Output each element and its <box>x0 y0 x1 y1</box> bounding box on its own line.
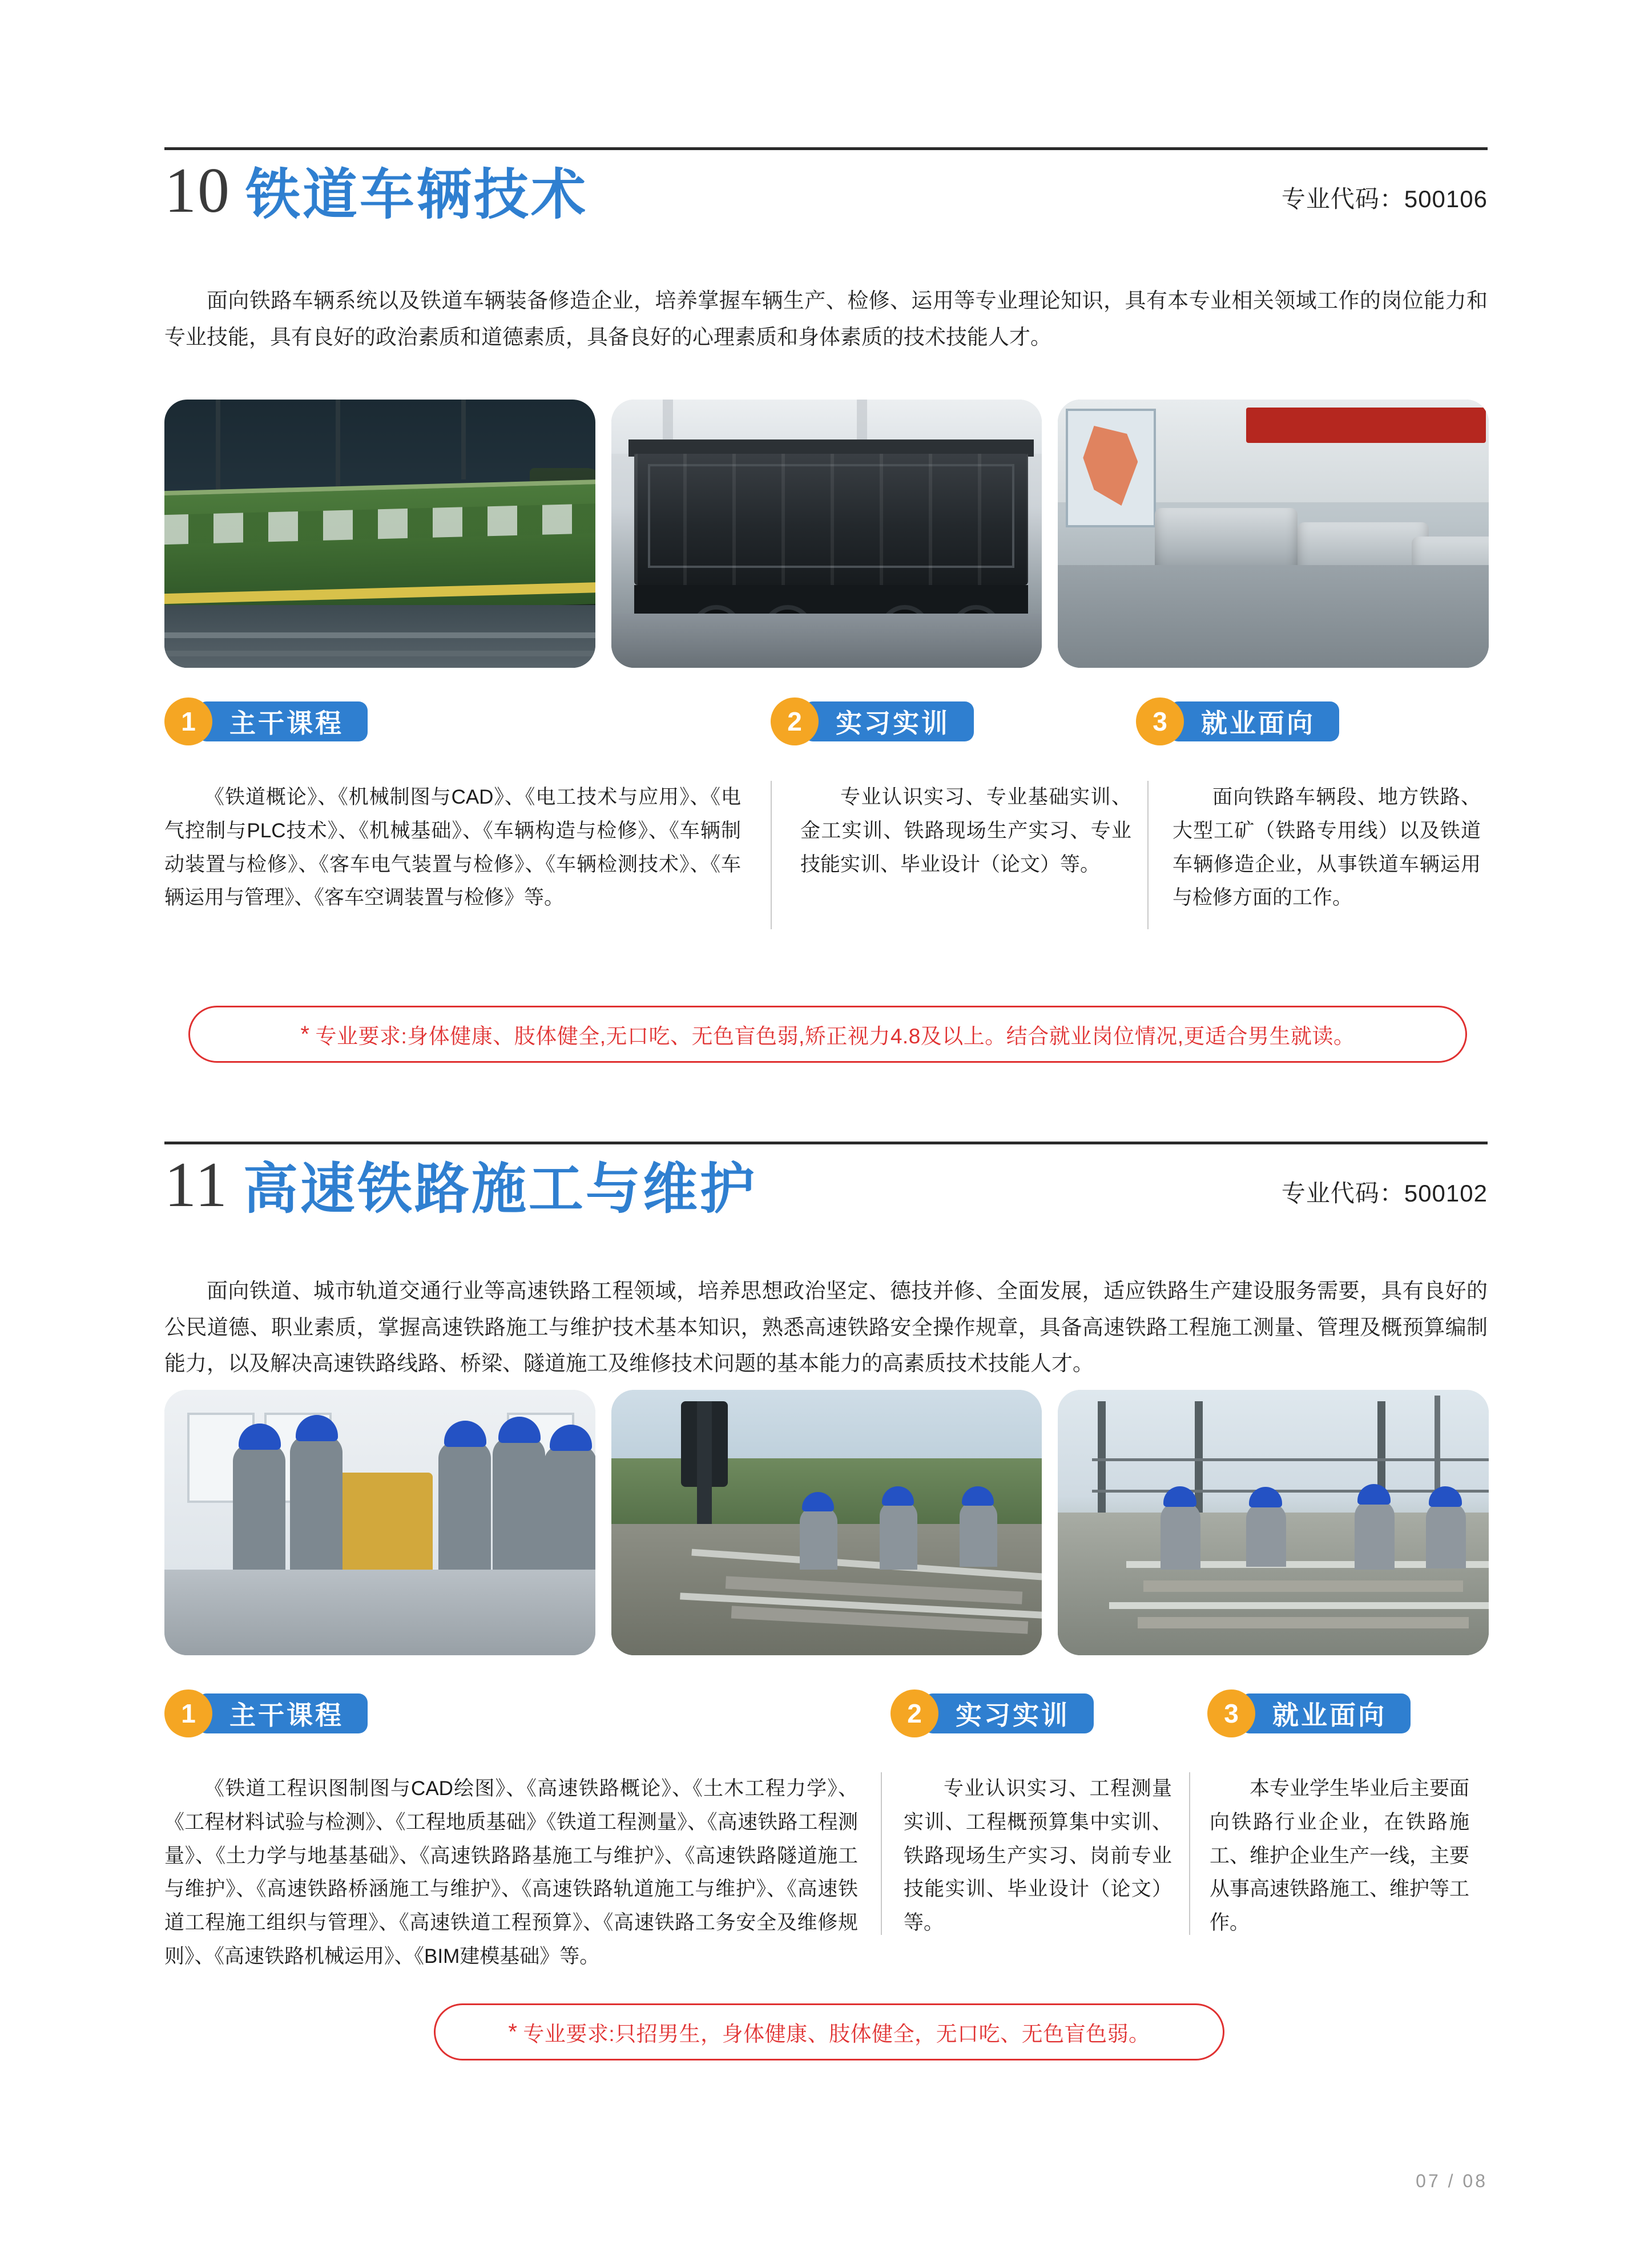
section-1-block-1-header <box>164 697 368 745</box>
section-1-columns <box>164 781 1489 929</box>
block-heading: 实习实训 <box>924 1693 1094 1733</box>
students-training-classroom-photo <box>164 1390 595 1655</box>
section-1-major-code: 专业代码：500106 <box>1281 186 1488 212</box>
green-passenger-coach-photo <box>164 400 595 668</box>
section-1-heading <box>164 155 1488 226</box>
badge-number: 2 <box>891 1689 938 1737</box>
section-2-photo-row <box>164 1390 1489 1655</box>
section-2-title: 高速铁路施工与维护 <box>243 1159 757 1220</box>
section-2-requirement-text: 专业要求:只招男生，身体健康、肢体健全，无口吃、无色盲色弱。 <box>523 2022 1150 2046</box>
section-2-columns <box>164 1772 1489 1974</box>
section-2-block-3-header <box>1207 1689 1411 1737</box>
section-1-number: 10 <box>164 155 231 226</box>
badge-number: 3 <box>1207 1689 1255 1737</box>
section-2-major-code: 专业代码：500102 <box>1281 1180 1488 1207</box>
section-1-courses-text: 《铁道概论》、《机械制图与CAD》、《电工技术与应用》、《电气控制与PLC技术》、《机械基础》、《车辆构造与检修》、《车辆制动装置与检修》、《客车电气装置与检修》、《车辆检测技术》、《车辆运用与管理》、《客车空调装置与检修》等。 <box>164 786 741 909</box>
section-1-photo-row <box>164 400 1489 668</box>
badge-number: 1 <box>164 1689 212 1737</box>
badge-number: 1 <box>164 697 212 745</box>
asterisk-icon: * <box>508 2019 518 2045</box>
section-1-employment-text: 面向铁路车辆段、地方铁路、大型工矿（铁路专用线）以及铁道车辆修造企业，从事铁道车辆运用与检修方面的工作。 <box>1172 786 1481 909</box>
black-hopper-freight-wagon-photo <box>611 400 1042 668</box>
bogie-workshop-photo <box>1058 400 1489 668</box>
section-2-requirement-badge <box>434 2003 1224 2060</box>
section-1-internship-text: 专业认识实习、专业基础实训、金工实训、铁路现场生产实习、专业技能实训、毕业设计（论文）等。 <box>800 786 1131 876</box>
block-heading: 就业面向 <box>1240 1693 1411 1733</box>
block-heading: 主干课程 <box>198 1693 368 1733</box>
block-heading: 就业面向 <box>1169 701 1339 741</box>
block-heading: 主干课程 <box>198 701 368 741</box>
section-2-courses-text: 《铁道工程识图制图与CAD绘图》、《高速铁路概论》、《土木工程力学》、《工程材料试验与检测》、《工程地质基础》《铁道工程测量》、《高速铁路工程测量》、《土力学与地基基础》、《高速铁路路基施工与维护》、《高速铁路隧道施工与维护》、《高速铁路桥涵施工与维护》、《高速铁路轨道施工与维护》、《高速铁道工程施工组织与管理》、《高速铁道工程预算》、《高速铁路工务安全及维修规则》、《高速铁路机械运用》、《BIM建模基础》等。 <box>164 1777 858 1967</box>
badge-number: 3 <box>1136 697 1184 745</box>
section-1-top-rule <box>164 147 1488 150</box>
badge-number: 2 <box>771 697 819 745</box>
section-2-intro: 面向铁道、城市轨道交通行业等高速铁路工程领域，培养思想政治坚定、德技并修、全面发展，适应铁路生产建设服务需要，具有良好的公民道德、职业素质，掌握高速铁路施工与维护技术基本知识，熟悉高速铁路安全操作规章，具备高速铁路工程施工测量、管理及概预算编制能力，以及解决高速铁路线路、桥梁、隧道施工及维修技术问题的基本能力的高素质技术技能人才。 <box>164 1279 1488 1376</box>
section-1-block-2-header <box>771 697 974 745</box>
section-2-number: 11 <box>164 1150 228 1220</box>
section-2-employment-text: 本专业学生毕业后主要面向铁路行业企业，在铁路施工、维护企业生产一线，主要从事高速铁路施工、维护等工作。 <box>1210 1777 1470 1934</box>
asterisk-icon: * <box>300 1021 310 1047</box>
section-1-requirement-badge <box>188 1006 1467 1063</box>
section-2-heading <box>164 1150 1488 1220</box>
section-2-internship-text: 专业认识实习、工程测量实训、工程概预算集中实训、铁路现场生产实习、岗前专业技能实训、毕业设计（论文）等。 <box>904 1777 1172 1934</box>
section-2-top-rule <box>164 1142 1488 1144</box>
section-2-block-1-header <box>164 1689 368 1737</box>
section-1-intro: 面向铁路车辆系统以及铁道车辆装备修造企业，培养掌握车辆生产、检修、运用等专业理论知识，具有本专业相关领域工作的岗位能力和专业技能，具有良好的政治素质和道德素质，具备良好的心理素质和身体素质的技术技能人才。 <box>164 289 1488 349</box>
block-heading: 实习实训 <box>804 701 974 741</box>
section-1-title: 铁道车辆技术 <box>245 164 588 225</box>
section-2-block-2-header <box>891 1689 1094 1737</box>
page-number: 07 / 08 <box>1416 2171 1488 2191</box>
track-maintenance-site-photo <box>1058 1390 1489 1655</box>
section-1-requirement-text: 专业要求:身体健康、肢体健全,无口吃、无色盲色弱,矫正视力4.8及以上。结合就业岗位情况,更适合男生就读。 <box>315 1025 1355 1048</box>
section-1-block-3-header <box>1136 697 1339 745</box>
track-construction-site-photo <box>611 1390 1042 1655</box>
